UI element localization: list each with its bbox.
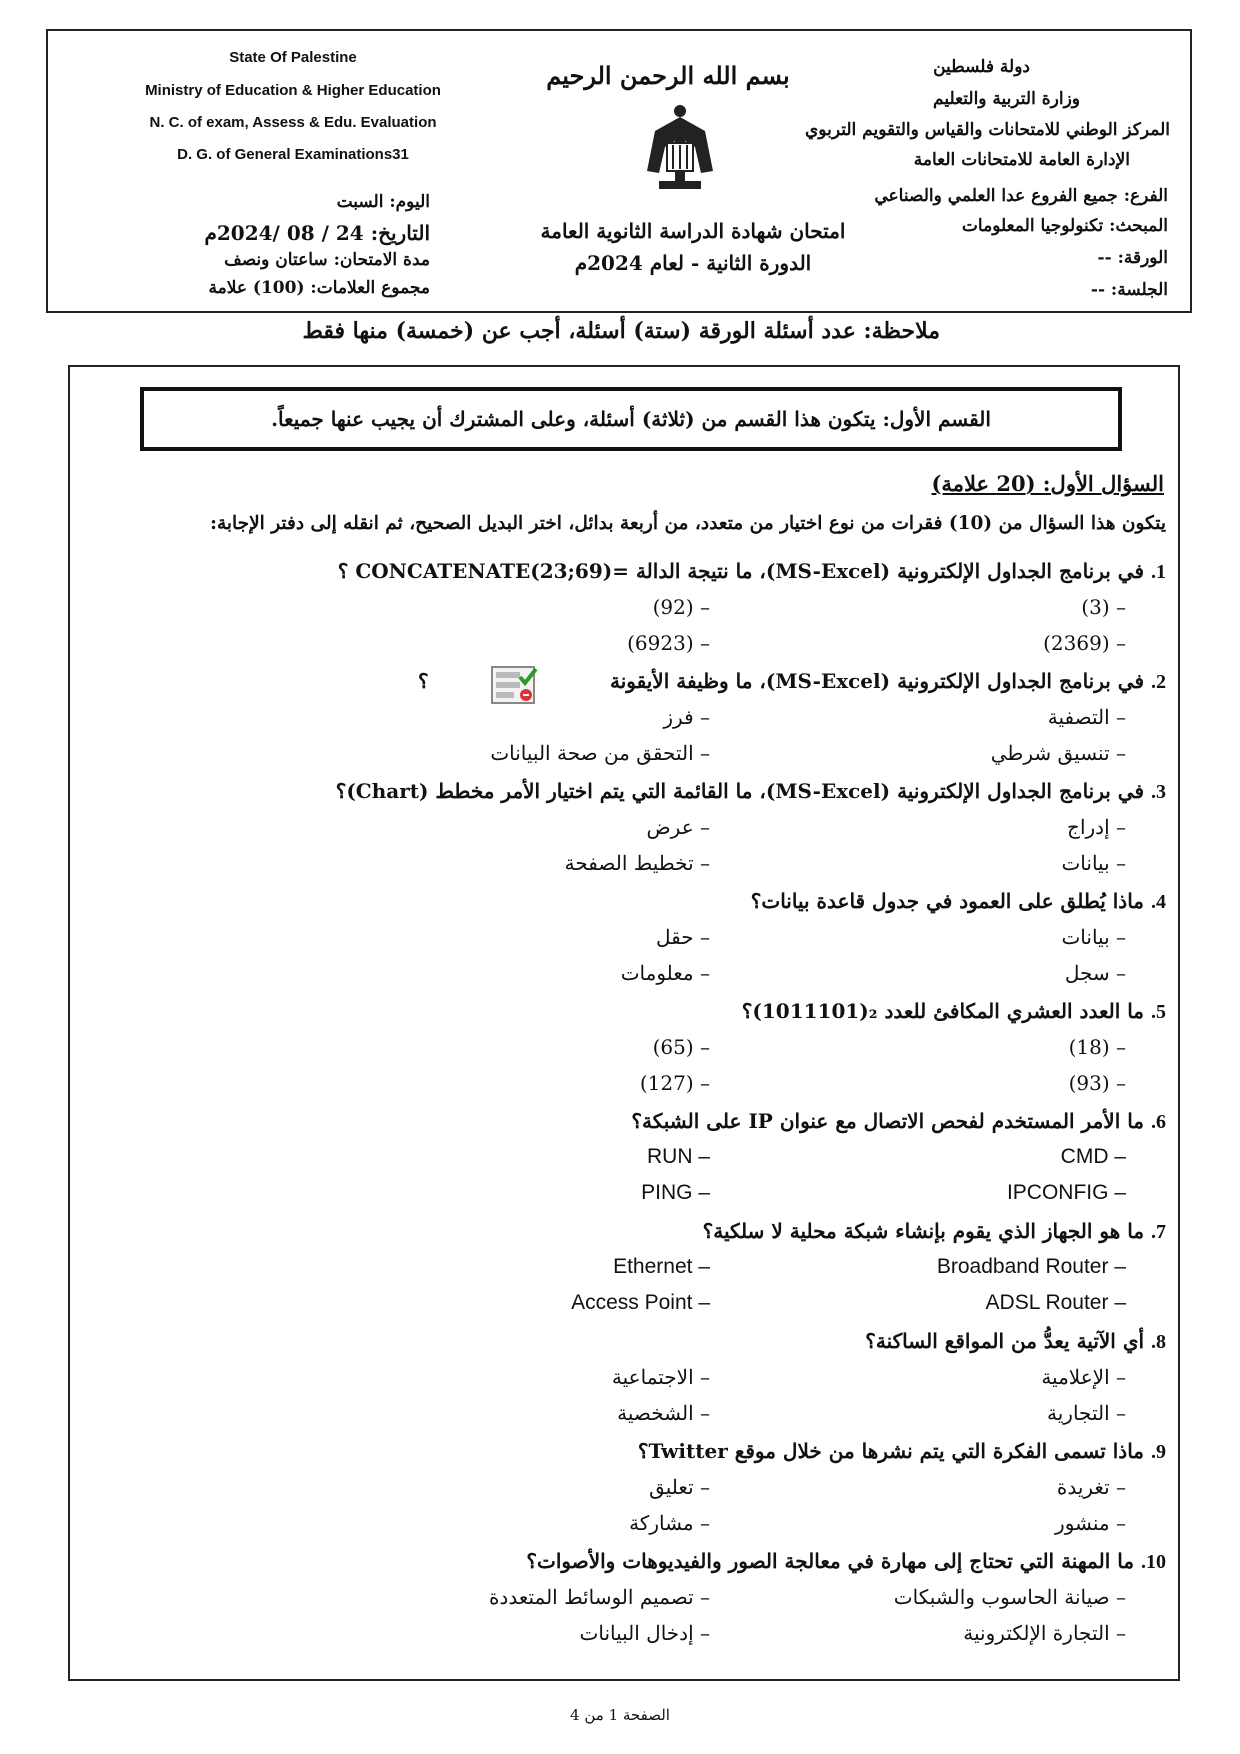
- data-validation-icon: [490, 663, 540, 707]
- option: – التصفية: [1047, 705, 1126, 729]
- header-en-line: State Of Palestine: [229, 49, 357, 66]
- option: – منشور: [1055, 1511, 1126, 1535]
- subject: المبحث: تكنولوجيا المعلومات: [961, 216, 1168, 236]
- option: – التجارة الإلكترونية: [963, 1621, 1126, 1645]
- paper: الورقة: --: [1097, 248, 1168, 268]
- exam-duration: مدة الامتحان: ساعتان ونصف: [224, 250, 430, 270]
- option: – فرز: [663, 705, 710, 729]
- option: – IPCONFIG: [1006, 1181, 1126, 1204]
- header-en-line: D. G. of General Examinations31: [177, 146, 409, 163]
- question-heading: السؤال الأول: (20 علامة): [931, 471, 1164, 496]
- question-10: 10. ما المهنة التي تحتاج إلى مهارة في معالجة الصور والفيديوهات والأصوات؟: [526, 1549, 1166, 1573]
- option: – تعليق: [649, 1475, 710, 1499]
- palestine-eagle-emblem-icon: [645, 101, 715, 193]
- question-7: 7. ما هو الجهاز الذي يقوم بإنشاء شبكة محلية لا سلكية؟: [702, 1219, 1166, 1243]
- option: – بيانات: [1061, 925, 1126, 949]
- option: – Ethernet: [613, 1255, 710, 1278]
- session: الجلسة: --: [1090, 280, 1168, 300]
- option: – (3): [1081, 595, 1126, 619]
- option: – الشخصية: [617, 1401, 710, 1425]
- option: – الإعلامية: [1041, 1365, 1126, 1389]
- question-8: 8. أي الآتية يعدُّ من المواقع الساكنة؟: [865, 1329, 1166, 1353]
- option: – تخطيط الصفحة: [564, 851, 710, 875]
- section-box: القسم الأول: يتكون هذا القسم من (ثلاثة) أسئلة، وعلى المشترك أن يجيب عنها جميعاً.: [140, 387, 1122, 451]
- option: – Broadband Router: [936, 1255, 1126, 1278]
- exam-title: امتحان شهادة الدراسة الثانوية العامة: [540, 219, 846, 243]
- option: – التجارية: [1047, 1401, 1126, 1425]
- option: – الاجتماعية: [611, 1365, 710, 1389]
- header-ar-line: وزارة التربية والتعليم: [933, 89, 1080, 109]
- option: – PING: [641, 1181, 710, 1204]
- header-ar-line: الإدارة العامة للامتحانات العامة: [913, 150, 1130, 170]
- question-2: 2. في برنامج الجداول الإلكترونية (MS-Excel)، ما وظيفة الأيقونة: [610, 669, 1166, 693]
- option: – تغريدة: [1056, 1475, 1126, 1499]
- exam-note: ملاحظة: عدد أسئلة الورقة (ستة) أسئلة، أجب عن (خمسة) منها فقط: [302, 318, 940, 344]
- header-ar-line: دولة فلسطين: [933, 57, 1030, 77]
- option: – (6923): [627, 631, 710, 655]
- exam-date: التاريخ: 24 / 08 /2024م: [204, 221, 430, 245]
- option: – بيانات: [1061, 851, 1126, 875]
- option: – عرض: [646, 815, 710, 839]
- option: – صيانة الحاسوب والشبكات: [893, 1585, 1126, 1609]
- basmala: بسم الله الرحمن الرحيم: [546, 61, 790, 90]
- option: – تصميم الوسائط المتعددة: [488, 1585, 710, 1609]
- total-marks: مجموع العلامات: (100) علامة: [208, 278, 430, 298]
- option: – إدراج: [1067, 815, 1126, 839]
- option: – ADSL Router: [985, 1291, 1126, 1314]
- option: – (2369): [1043, 631, 1126, 655]
- option: – (93): [1068, 1071, 1126, 1095]
- header-en-line: N. C. of exam, Assess & Edu. Evaluation: [149, 114, 437, 131]
- option: – (92): [652, 595, 710, 619]
- option: – RUN: [646, 1145, 710, 1168]
- branch: الفرع: جميع الفروع عدا العلمي والصناعي: [874, 186, 1168, 206]
- option: – التحقق من صحة البيانات: [490, 741, 710, 765]
- option: – سجل: [1064, 961, 1126, 985]
- option: – (65): [652, 1035, 710, 1059]
- question-intro: يتكون هذا السؤال من (10) فقرات من نوع اختيار من متعدد، من أربعة بدائل، اختر البديل الصحيح، ثم انقله إلى دفتر الإجابة:: [210, 513, 1166, 534]
- question-1: 1. في برنامج الجداول الإلكترونية (MS-Excel)، ما نتيجة الدالة =CONCATENATE(23;69) ؟: [337, 559, 1166, 583]
- option: – (127): [639, 1071, 710, 1095]
- option: – Access Point: [571, 1291, 710, 1314]
- exam-body: [68, 365, 1180, 1681]
- exam-round: الدورة الثانية - لعام 2024م: [574, 251, 812, 275]
- question-3: 3. في برنامج الجداول الإلكترونية (MS-Excel)، ما القائمة التي يتم اختيار الأمر مخطط (Chart)؟: [335, 779, 1166, 803]
- option: – (18): [1068, 1035, 1126, 1059]
- exam-day: اليوم: السبت: [336, 192, 430, 212]
- question-5: 5. ما العدد العشري المكافئ للعدد ₂(1011101)؟: [741, 999, 1166, 1023]
- question-4: 4. ماذا يُطلق على العمود في جدول قاعدة بيانات؟: [750, 889, 1166, 913]
- question-2-mark: ؟: [418, 669, 429, 693]
- option: – إدخال البيانات: [579, 1621, 710, 1645]
- question-6: 6. ما الأمر المستخدم لفحص الاتصال مع عنوان IP على الشبكة؟: [631, 1109, 1166, 1133]
- question-9: 9. ماذا تسمى الفكرة التي يتم نشرها من خلال موقع Twitter؟: [637, 1439, 1166, 1463]
- exam-header: [46, 29, 1192, 313]
- header-en-line: Ministry of Education & Higher Education: [145, 82, 441, 99]
- option: – مشاركة: [629, 1511, 710, 1535]
- page-number: الصفحة 1 من 4: [570, 1706, 670, 1724]
- option: – معلومات: [620, 961, 710, 985]
- option: – CMD: [1060, 1145, 1126, 1168]
- header-ar-line: المركز الوطني للامتحانات والقياس والتقويم التربوي: [805, 120, 1170, 140]
- option: – حقل: [656, 925, 710, 949]
- option: – تنسيق شرطي: [990, 741, 1126, 765]
